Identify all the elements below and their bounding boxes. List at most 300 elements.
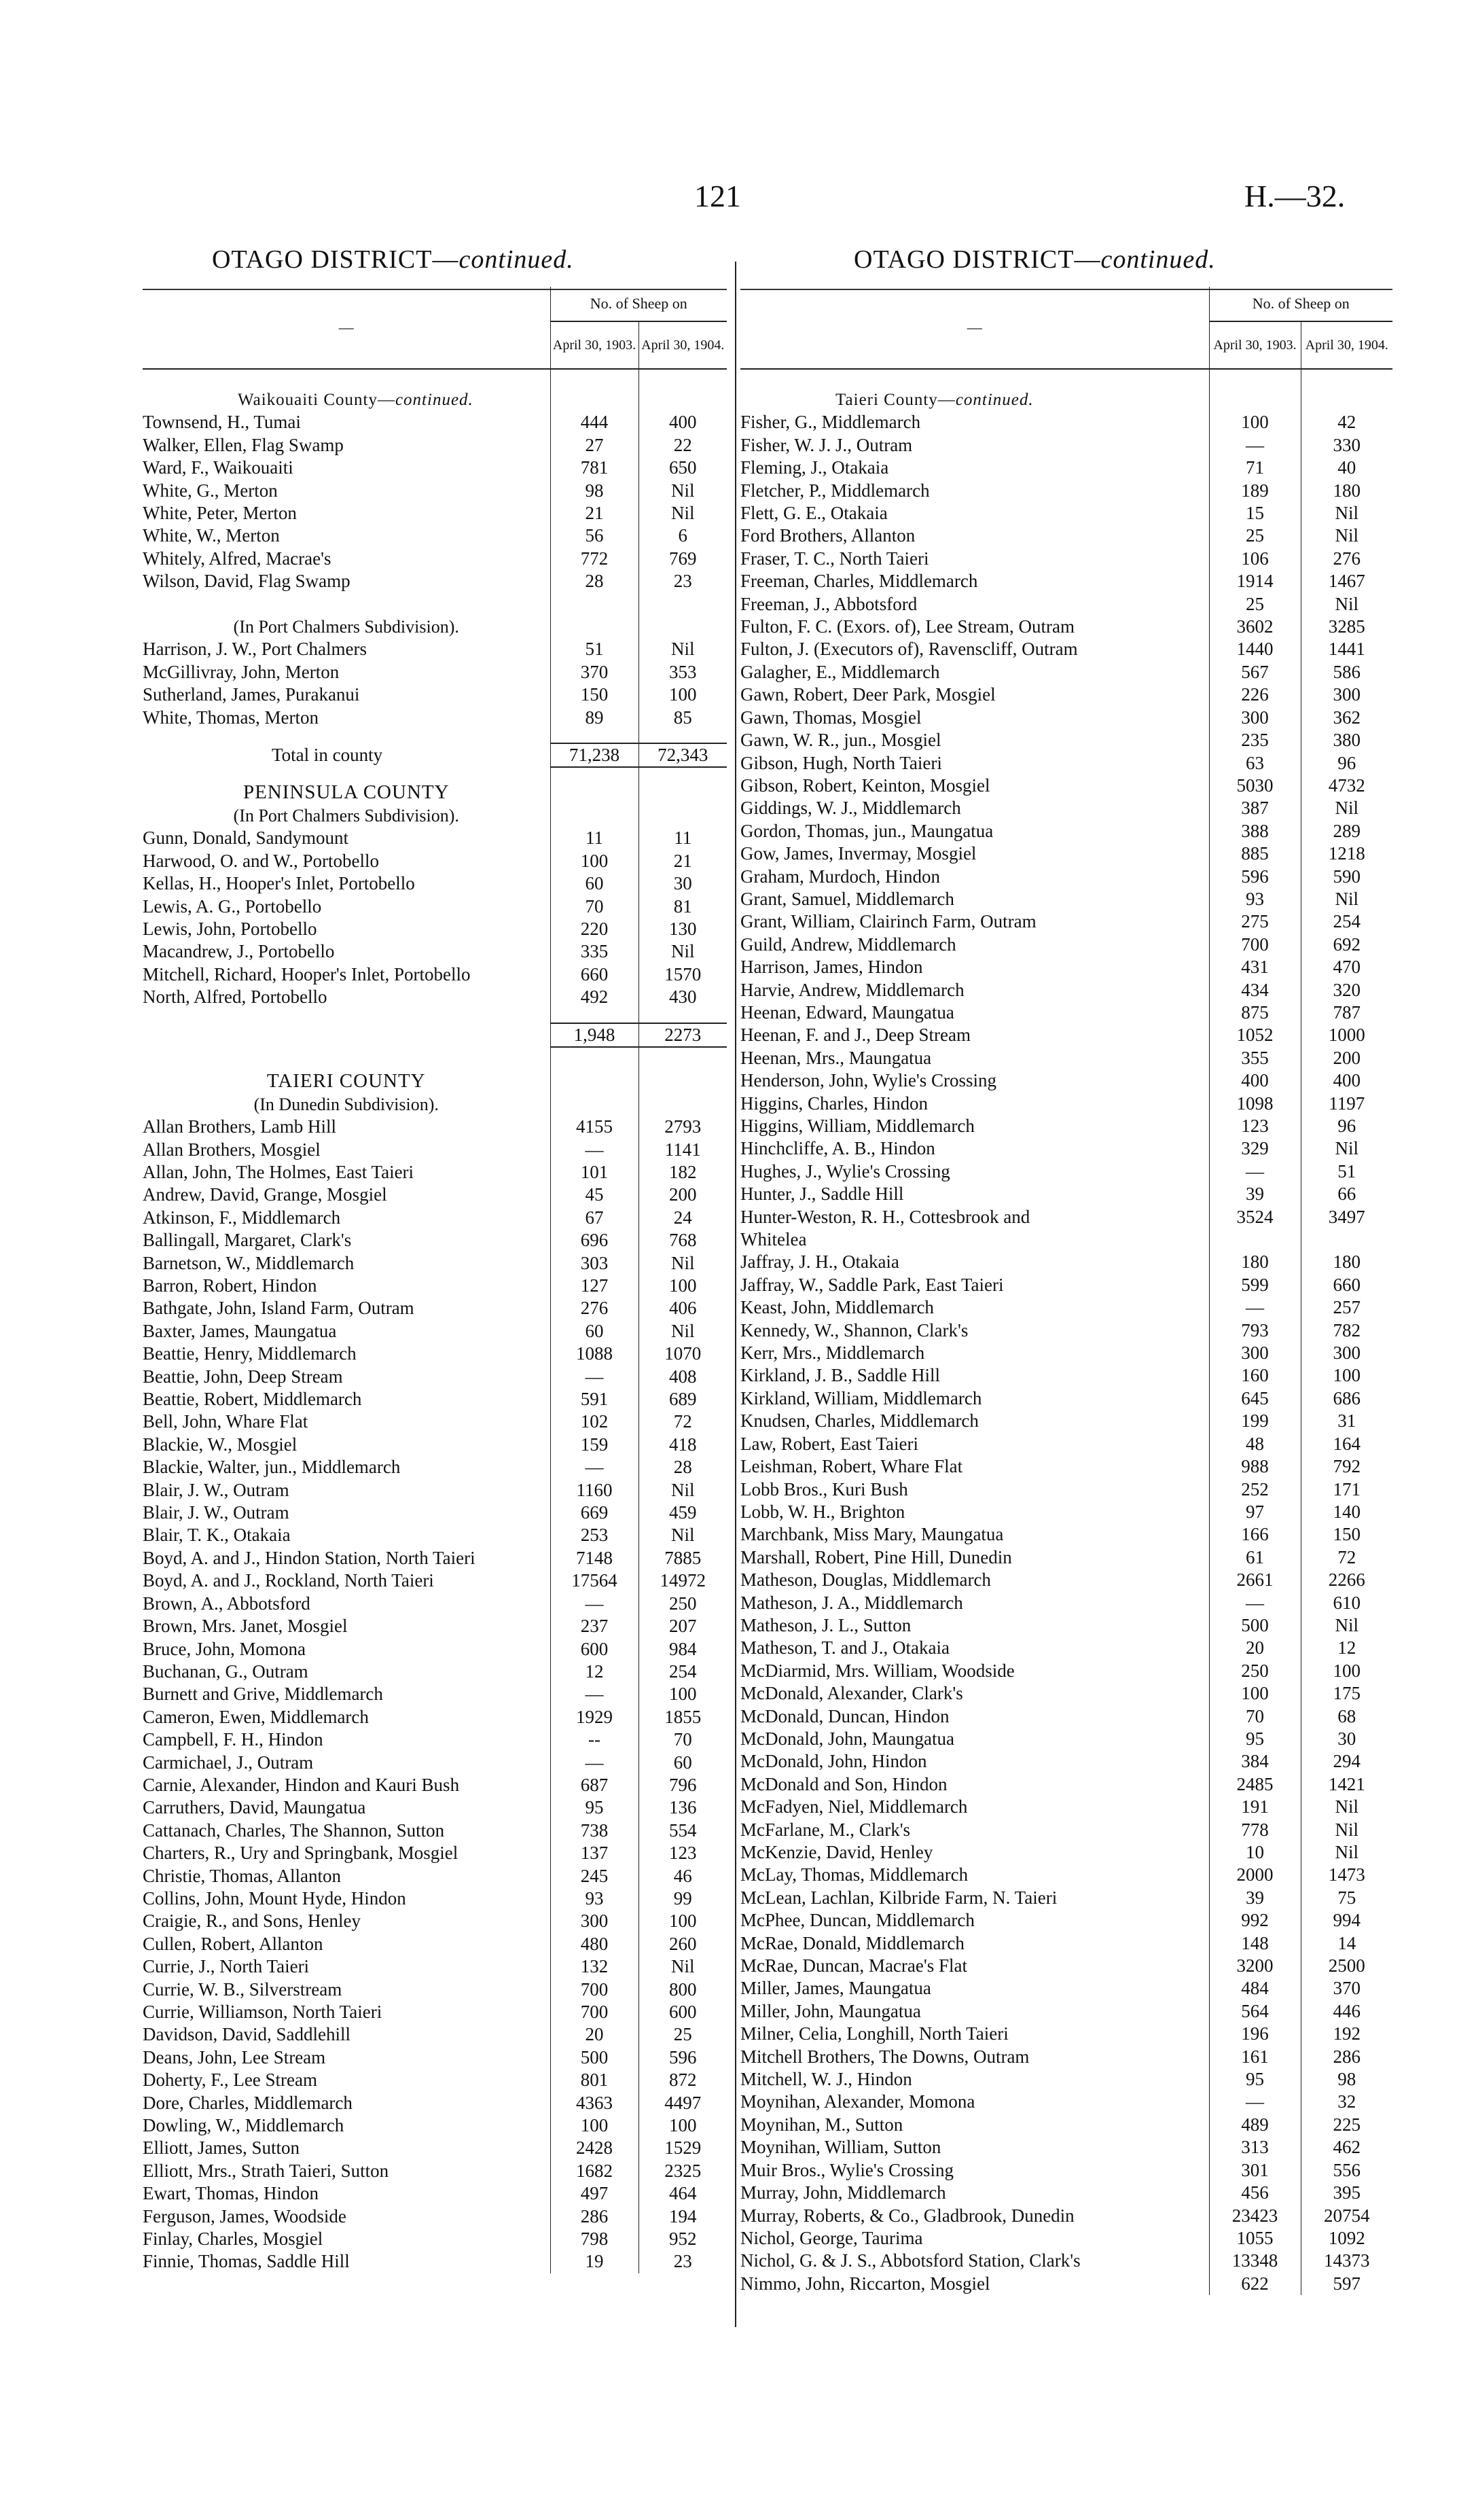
sheep-1903: —	[1209, 2091, 1301, 2113]
taieri-continued-row	[740, 661, 1392, 684]
entry-name: Carruthers, David, Maungatua	[143, 1797, 366, 1818]
sheep-1903: 885	[1209, 842, 1301, 865]
entry-name: Wilson, David, Flag Swamp	[143, 571, 350, 592]
entry-name: Charters, R., Ury and Springbank, Mosgiel	[143, 1843, 458, 1864]
entry-name: Kennedy, W., Shannon, Clark's	[740, 1319, 969, 1341]
sheep-1904: Nil	[1301, 1614, 1392, 1637]
sheep-1903: 101	[550, 1161, 638, 1184]
taieri-row	[143, 1569, 727, 1592]
waikouaiti-total-1904: 72,343	[638, 743, 727, 767]
entry-name: Miller, John, Maungatua	[740, 2000, 921, 2021]
sheep-1903: 98	[550, 480, 638, 502]
peninsula-county-heading	[143, 781, 727, 804]
sheep-1903: 1440	[1209, 638, 1301, 660]
taieri-continued-row	[740, 1546, 1392, 1569]
sheep-1904: 42	[1301, 411, 1392, 433]
sheep-1904: 610	[1301, 1592, 1392, 1614]
sheep-1904: 254	[1301, 910, 1392, 933]
sheep-1903: 250	[1209, 1660, 1301, 1682]
sheep-1903: 100	[550, 850, 638, 872]
sheep-1904: 96	[1301, 752, 1392, 775]
sheep-1904: 14373	[1301, 2250, 1392, 2272]
sheep-1903: 71	[1209, 457, 1301, 479]
sheep-1903: 166	[1209, 1523, 1301, 1546]
sheep-1904: 1473	[1301, 1864, 1392, 1886]
sheep-1904: Nil	[638, 502, 727, 525]
entry-name: Whitelea	[740, 1229, 807, 1250]
entry-name: Giddings, W. J., Middlemarch	[740, 798, 961, 819]
sheep-1904: 464	[638, 2182, 727, 2205]
sheep-1904: 1855	[638, 1706, 727, 1728]
sheep-1904: 1441	[1301, 638, 1392, 660]
sheep-1903: 793	[1209, 1319, 1301, 1342]
sheep-1903: 5030	[1209, 775, 1301, 797]
entry-name: Milner, Celia, Longhill, North Taieri	[740, 2023, 1009, 2044]
taieri-continued-row	[740, 2250, 1392, 2272]
taieri-row	[143, 1683, 727, 1705]
taieri-row	[143, 1661, 727, 1683]
taieri-row	[143, 2001, 727, 2023]
waikouaiti-row	[143, 570, 727, 592]
taieri-continued-row	[740, 797, 1392, 819]
sheep-1903: 384	[1209, 1750, 1301, 1773]
entry-name: Blair, J. W., Outram	[143, 1502, 289, 1523]
sheep-1903: 500	[1209, 1614, 1301, 1637]
taieri-row	[143, 1955, 727, 1978]
peninsula-row	[143, 850, 727, 872]
sheep-1904: 100	[638, 1275, 727, 1297]
sheep-1904: 98	[1301, 2068, 1392, 2091]
taieri-continued-row	[740, 1614, 1392, 1637]
sheep-1903: 27	[550, 434, 638, 457]
entry-name: Buchanan, G., Outram	[143, 1661, 308, 1682]
peninsula-row	[143, 963, 727, 986]
sheep-1904: 406	[638, 1297, 727, 1319]
sheep-1903: 276	[550, 1297, 638, 1319]
taieri-continued-row	[740, 1364, 1392, 1387]
taieri-continued-row	[740, 2114, 1392, 2136]
entry-name: Campbell, F. H., Hindon	[143, 1729, 323, 1750]
entry-name: Gibson, Hugh, North Taieri	[740, 752, 942, 773]
waikouaiti-county-label: Waikouaiti County—	[238, 391, 395, 409]
sheep-1903: 456	[1209, 2182, 1301, 2204]
left-title-italic: continued.	[458, 245, 574, 274]
sheep-1904: Nil	[1301, 1137, 1392, 1160]
taieri-row	[143, 1910, 727, 1932]
sheep-1904: 51	[1301, 1160, 1392, 1183]
sheep-1903: 313	[1209, 2136, 1301, 2159]
taieri-continued-row	[740, 1455, 1392, 1478]
entry-name: Jaffray, J. H., Otakaia	[740, 1252, 899, 1273]
waikouaiti-row	[143, 525, 727, 547]
sheep-1904: 200	[638, 1184, 727, 1206]
entry-name: Gawn, Thomas, Mosgiel	[740, 707, 922, 728]
waikouaiti-county-italic: continued.	[395, 391, 473, 409]
sheep-1903: 1682	[550, 2160, 638, 2182]
taieri-continued-row	[740, 707, 1392, 729]
port-chalmers-row	[143, 661, 727, 684]
sheep-1904: 590	[1301, 866, 1392, 888]
entry-name: White, Peter, Merton	[143, 503, 297, 524]
right-header-name: —	[740, 287, 1209, 369]
sheep-1903: 20	[1209, 1637, 1301, 1659]
sheep-1904: Nil	[1301, 525, 1392, 547]
sheep-1903: 20	[550, 2023, 638, 2046]
taieri-continued-row	[740, 934, 1392, 956]
sheep-1903: 660	[550, 963, 638, 986]
sheep-1903: 150	[550, 684, 638, 706]
entry-name: Marshall, Robert, Pine Hill, Dunedin	[740, 1546, 1012, 1567]
entry-name: McRae, Duncan, Macrae's Flat	[740, 1955, 967, 1976]
sheep-1904: 353	[638, 661, 727, 684]
sheep-1903: 300	[1209, 1342, 1301, 1364]
entry-name: Muir Bros., Wylie's Crossing	[740, 2159, 954, 2180]
sheep-1904: Nil	[1301, 1796, 1392, 1818]
entry-name: Matheson, J. L., Sutton	[740, 1614, 912, 1635]
sheep-1903: 2000	[1209, 1864, 1301, 1886]
sheep-1904: 362	[1301, 707, 1392, 729]
sheep-1903: 95	[550, 1796, 638, 1819]
sheep-1904: 75	[1301, 1887, 1392, 1909]
waikouaiti-row	[143, 502, 727, 525]
sheep-1904: 72	[638, 1410, 727, 1433]
taieri-row	[143, 1593, 727, 1615]
taieri-continued-row	[740, 1592, 1392, 1614]
sheep-1903: 15	[1209, 502, 1301, 525]
sheep-1904: 192	[1301, 2023, 1392, 2045]
entry-name: Gordon, Thomas, jun., Maungatua	[740, 820, 994, 841]
taieri-continued-row	[740, 616, 1392, 638]
sheep-1903: 199	[1209, 1410, 1301, 1432]
taieri-continued-row	[740, 638, 1392, 660]
sheep-1903: 10	[1209, 1841, 1301, 1864]
sheep-1903: —	[550, 1593, 638, 1615]
taieri-row	[143, 1615, 727, 1637]
taieri-continued-row	[740, 1682, 1392, 1705]
sheep-1903: 2485	[1209, 1773, 1301, 1796]
sheep-1904: 11	[638, 827, 727, 849]
taieri-row	[143, 1297, 727, 1319]
entry-name: Hunter-Weston, R. H., Cottesbrook and	[740, 1206, 1030, 1227]
taieri-row	[143, 2250, 727, 2273]
sheep-1903: 237	[550, 1615, 638, 1637]
taieri-row	[143, 2023, 727, 2046]
taieri-row	[143, 1887, 727, 1910]
peninsula-row	[143, 872, 727, 895]
left-sheep-table	[143, 287, 727, 2273]
entry-name: Hughes, J., Wylie's Crossing	[740, 1160, 950, 1182]
entry-name: Lobb Bros., Kuri Bush	[740, 1478, 908, 1499]
sheep-1903: 127	[550, 1275, 638, 1297]
taieri-row	[143, 1502, 727, 1524]
taieri-row	[143, 2182, 727, 2205]
entry-name: Kellas, H., Hooper's Inlet, Portobello	[143, 873, 415, 894]
entry-name: Murray, John, Middlemarch	[740, 2182, 946, 2203]
entry-name: Gow, James, Invermay, Mosgiel	[740, 843, 977, 864]
sheep-1903: 189	[1209, 480, 1301, 502]
sheep-1903: —	[550, 1366, 638, 1388]
sheep-1904: 300	[1301, 684, 1392, 706]
sheep-1904: 1421	[1301, 1773, 1392, 1796]
sheep-1904: 1529	[638, 2137, 727, 2159]
sheep-1904: Nil	[1301, 502, 1392, 525]
entry-name: Nimmo, John, Riccarton, Mosgiel	[740, 2273, 990, 2294]
sheep-1903: 400	[1209, 1069, 1301, 1092]
sheep-1903: 738	[550, 1820, 638, 1842]
waikouaiti-row	[143, 480, 727, 502]
sheep-1903: 300	[550, 1910, 638, 1932]
sheep-1903: 95	[1209, 2068, 1301, 2091]
port-chalmers-row	[143, 684, 727, 706]
taieri-continued-row	[740, 502, 1392, 525]
sheep-1903: 772	[550, 548, 638, 570]
taieri-continued-row	[740, 910, 1392, 933]
sheep-1904: 1070	[638, 1343, 727, 1365]
sheep-1903: —	[550, 1752, 638, 1774]
entry-name: Carnie, Alexander, Hindon and Kauri Bush	[143, 1774, 460, 1795]
entry-name: Currie, J., North Taieri	[143, 1956, 310, 1977]
entry-name: Bruce, John, Momona	[143, 1638, 306, 1659]
sheep-1904: 462	[1301, 2136, 1392, 2159]
sheep-1903: 100	[1209, 411, 1301, 433]
taieri-continued-row	[740, 684, 1392, 706]
sheep-1904: 4497	[638, 2092, 727, 2114]
sheep-1904: 257	[1301, 1296, 1392, 1319]
sheep-1904: 4732	[1301, 775, 1392, 797]
waikouaiti-row	[143, 457, 727, 479]
sheep-1904: 400	[638, 411, 727, 433]
sheep-1904: 430	[638, 986, 727, 1008]
taieri-continued-row	[740, 1637, 1392, 1659]
entry-name: North, Alfred, Portobello	[143, 987, 327, 1008]
entry-name: McRae, Donald, Middlemarch	[740, 1932, 965, 1953]
sheep-1903: 160	[1209, 1364, 1301, 1387]
sheep-1904: 2266	[1301, 1569, 1392, 1591]
right-header-1903: April 30, 1903.	[1209, 321, 1301, 369]
taieri-row	[143, 2046, 727, 2069]
left-title-text: OTAGO DISTRICT—	[212, 245, 459, 274]
sheep-1903: 39	[1209, 1183, 1301, 1205]
taieri-row	[143, 1275, 727, 1297]
taieri-continued-row	[740, 752, 1392, 775]
sheep-1904: 28	[638, 1456, 727, 1478]
entry-name: White, W., Merton	[143, 525, 280, 546]
taieri-row	[143, 1366, 727, 1388]
taieri-continued-row	[740, 1342, 1392, 1364]
entry-name: Matheson, J. A., Middlemarch	[740, 1592, 963, 1613]
entry-name: Grant, Samuel, Middlemarch	[740, 888, 954, 909]
entry-name: Miller, James, Maungatua	[740, 1978, 931, 1999]
entry-name: McDonald, John, Maungatua	[740, 1728, 954, 1749]
taieri-continued-row	[740, 1977, 1392, 2000]
taieri-continued-row	[740, 1750, 1392, 1773]
sheep-1904: 225	[1301, 2114, 1392, 2136]
sheep-1904: 23	[638, 570, 727, 592]
entry-name: Law, Robert, East Taieri	[740, 1433, 919, 1454]
peninsula-row	[143, 986, 727, 1008]
taieri-continued-row	[740, 2136, 1392, 2159]
taieri-continued-row	[740, 2227, 1392, 2250]
entry-name: Ferguson, James, Woodside	[143, 2205, 346, 2226]
sheep-1904: 175	[1301, 1682, 1392, 1705]
entry-name: Lewis, A. G., Portobello	[143, 895, 322, 917]
entry-name: Gawn, Robert, Deer Park, Mosgiel	[740, 684, 996, 705]
sheep-1903: 3200	[1209, 1955, 1301, 1977]
taieri-continued-row	[740, 2023, 1392, 2045]
port-chalmers-subdivision-heading-text: (In Port Chalmers Subdivision).	[233, 617, 459, 637]
port-chalmers-subdivision-heading	[143, 616, 727, 638]
sheep-1903: 56	[550, 525, 638, 547]
sheep-1903: 301	[1209, 2159, 1301, 2182]
entry-name: McFarlane, M., Clark's	[740, 1819, 911, 1840]
entry-name: Guild, Andrew, Middlemarch	[740, 934, 956, 955]
sheep-1903: 567	[1209, 661, 1301, 684]
sheep-1904: 12	[1301, 1637, 1392, 1659]
left-column-title	[212, 245, 574, 274]
sheep-1904: 171	[1301, 1478, 1392, 1501]
sheep-1903: 252	[1209, 1478, 1301, 1501]
entry-name: Brown, Mrs. Janet, Mosgiel	[143, 1616, 348, 1637]
sheep-1903: 196	[1209, 2023, 1301, 2045]
sheep-1904: 254	[638, 1661, 727, 1683]
taieri-continued-row	[740, 2205, 1392, 2227]
entry-name: Blair, T. K., Otakaia	[143, 1525, 291, 1546]
taieri-row	[143, 1752, 727, 1774]
sheep-1904: 660	[1301, 1274, 1392, 1296]
entry-name: Heenan, Mrs., Maungatua	[740, 1047, 932, 1068]
taieri-row	[143, 2114, 727, 2137]
sheep-1904: 597	[1301, 2273, 1392, 2295]
sheep-1903: 1088	[550, 1343, 638, 1365]
taieri-continued-row	[740, 1228, 1392, 1251]
taieri-continued-row	[740, 888, 1392, 910]
left-header-1903: April 30, 1903.	[550, 321, 638, 369]
waikouaiti-row	[143, 434, 727, 457]
sheep-1904: 289	[1301, 820, 1392, 842]
sheep-1904: 136	[638, 1796, 727, 1819]
entry-name: Heenan, F. and J., Deep Stream	[740, 1025, 971, 1046]
entry-name: McDonald, Alexander, Clark's	[740, 1683, 963, 1704]
sheep-1903: 93	[1209, 888, 1301, 910]
taieri-continued-row	[740, 1206, 1392, 1228]
entry-name: Craigie, R., and Sons, Henley	[143, 1911, 361, 1932]
entry-name: Knudsen, Charles, Middlemarch	[740, 1410, 979, 1432]
taieri-continued-italic: continued.	[955, 391, 1034, 409]
sheep-1903: 591	[550, 1388, 638, 1410]
right-sheep-table	[740, 287, 1392, 2295]
sheep-1904: 596	[638, 2046, 727, 2069]
entry-name: Fisher, G., Middlemarch	[740, 412, 921, 433]
sheep-1903: 3524	[1209, 1206, 1301, 1228]
taieri-row	[143, 1229, 727, 1252]
taieri-continued-row	[740, 1660, 1392, 1682]
sheep-1904: 100	[638, 1910, 727, 1932]
sheep-1904: 286	[1301, 2046, 1392, 2068]
sheep-1904: Nil	[1301, 797, 1392, 819]
left-header-group: No. of Sheep on	[550, 287, 727, 321]
right-title-text: OTAGO DISTRICT—	[854, 245, 1101, 274]
taieri-continued-row	[740, 2068, 1392, 2091]
entry-name: Barron, Robert, Hindon	[143, 1275, 317, 1296]
sheep-1903: —	[550, 1139, 638, 1161]
sheep-1903: 2661	[1209, 1569, 1301, 1591]
sheep-1904: 952	[638, 2228, 727, 2250]
sheep-1904: 2325	[638, 2160, 727, 2182]
sheep-1903: 500	[550, 2046, 638, 2069]
peninsula-subdivision-heading-text: (In Port Chalmers Subdivision).	[233, 805, 459, 826]
entry-name: Cattanach, Charles, The Shannon, Sutton	[143, 1820, 445, 1841]
taieri-continued-row	[740, 1773, 1392, 1796]
entry-name: Moynihan, M., Sutton	[740, 2114, 903, 2135]
taieri-continued-row	[740, 525, 1392, 547]
sheep-1904: 81	[638, 895, 727, 918]
entry-name: Burnett and Grive, Middlemarch	[143, 1684, 383, 1705]
taieri-continued-row	[740, 1115, 1392, 1137]
sheep-1904: 872	[638, 2069, 727, 2091]
taieri-row	[143, 1320, 727, 1343]
taieri-continued-row	[740, 593, 1392, 616]
sheep-1904: Nil	[638, 1524, 727, 1546]
sheep-1904: 686	[1301, 1387, 1392, 1410]
waikouaiti-total-1903: 71,238	[550, 743, 638, 767]
peninsula-total	[143, 1023, 727, 1047]
entry-name: McDonald, John, Hindon	[740, 1751, 927, 1772]
sheep-1904: 182	[638, 1161, 727, 1184]
entry-name: Moynihan, Alexander, Momona	[740, 2091, 975, 2112]
sheep-1903: 25	[1209, 525, 1301, 547]
sheep-1903: 992	[1209, 1909, 1301, 1932]
taieri-row	[143, 1456, 727, 1478]
entry-name: Harrison, James, Hindon	[740, 957, 923, 978]
taieri-row	[143, 1410, 727, 1433]
taieri-continued-row	[740, 1093, 1392, 1115]
taieri-row	[143, 1978, 727, 2001]
sheep-1904: 14	[1301, 1932, 1392, 1955]
waikouaiti-row	[143, 548, 727, 570]
sheep-1904: 3285	[1301, 616, 1392, 638]
entry-name: Kerr, Mrs., Middlemarch	[740, 1343, 925, 1364]
left-header-name: —	[143, 287, 550, 369]
entry-name: Dowling, W., Middlemarch	[143, 2115, 344, 2136]
sheep-1904: 40	[1301, 457, 1392, 479]
taieri-continued-row	[740, 1523, 1392, 1546]
sheep-1903: —	[1209, 1296, 1301, 1319]
entry-name: Ballingall, Margaret, Clark's	[143, 1230, 352, 1251]
sheep-1904: 400	[1301, 1069, 1392, 1092]
sheep-1904: Nil	[638, 1955, 727, 1978]
sheep-1903: 12	[550, 1661, 638, 1683]
sheep-1904: 782	[1301, 1319, 1392, 1342]
sheep-1904: Nil	[1301, 593, 1392, 616]
entry-name: Harvie, Andrew, Middlemarch	[740, 979, 965, 1000]
taieri-continued-row	[740, 1887, 1392, 1909]
entry-name: Blackie, W., Mosgiel	[143, 1434, 298, 1455]
sheep-1903: 370	[550, 661, 638, 684]
entry-name: Ewart, Thomas, Hindon	[143, 2183, 319, 2204]
taieri-subdivision-heading-text: (In Dunedin Subdivision).	[253, 1094, 439, 1114]
entry-name: Dore, Charles, Middlemarch	[143, 2092, 353, 2113]
entry-name: Beattie, John, Deep Stream	[143, 1366, 343, 1387]
sheep-1904: 800	[638, 1978, 727, 2001]
sheep-1904: 556	[1301, 2159, 1392, 2182]
sheep-1903: 48	[1209, 1433, 1301, 1455]
sheep-1903: 645	[1209, 1387, 1301, 1410]
sheep-1904: 984	[638, 1638, 727, 1661]
sheep-1903: 45	[550, 1184, 638, 1206]
sheep-1903: 39	[1209, 1887, 1301, 1909]
entry-name: Currie, Williamson, North Taieri	[143, 2002, 382, 2022]
sheep-1903: 7148	[550, 1547, 638, 1569]
